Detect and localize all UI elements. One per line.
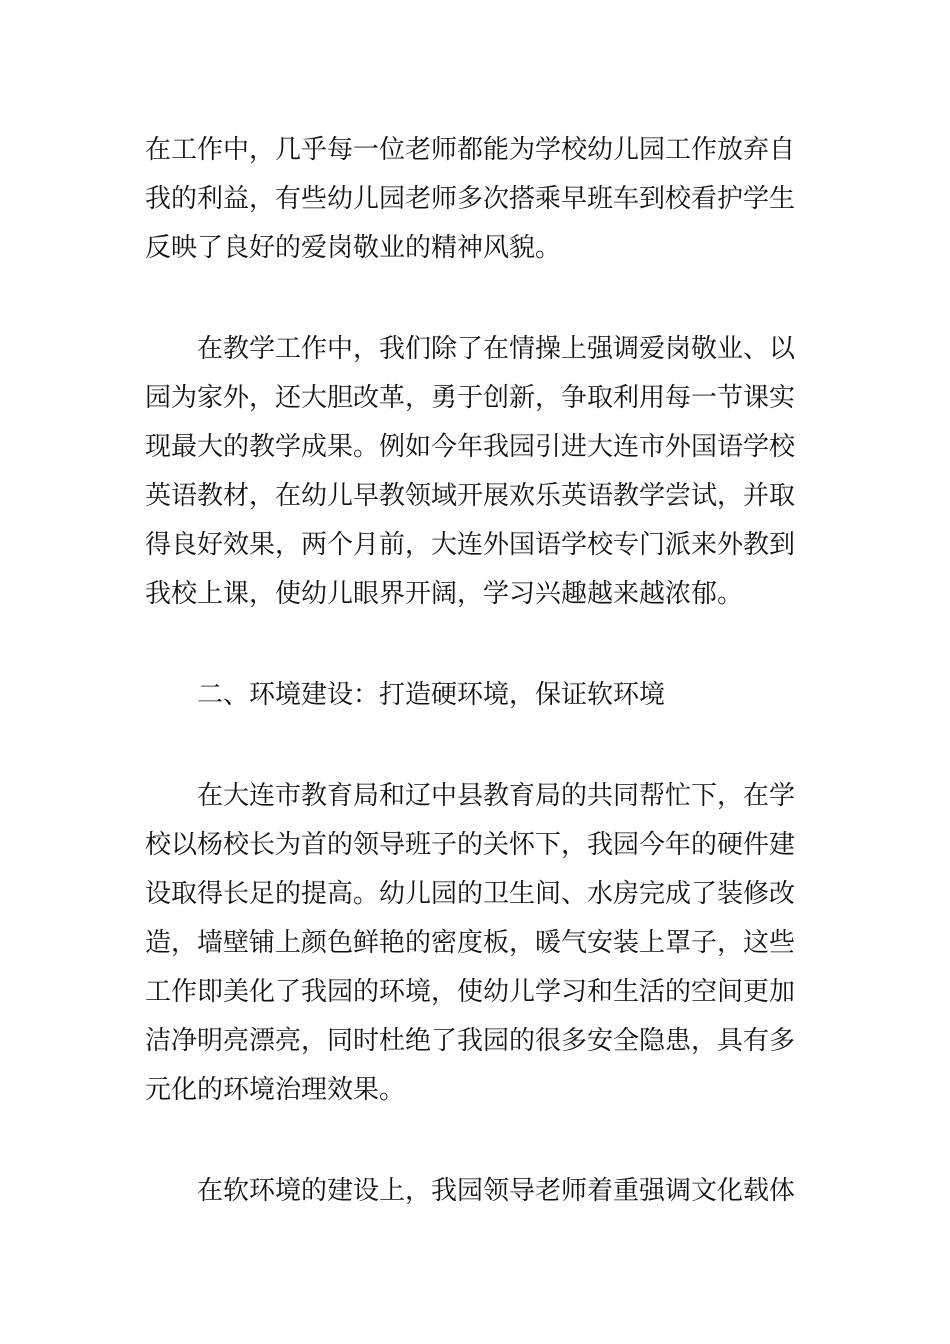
paragraph-1-line-3: 反映了良好的爱岗敬业的精神风貌。	[145, 233, 562, 263]
paragraph-2-line-6: 我校上课，使幼儿眼界开阔，学习兴趣越来越浓郁。	[145, 579, 744, 609]
paragraph-3-line-2: 校以杨校长为首的领导班子的关怀下，我园今年的硬件建	[145, 830, 796, 860]
paragraph-2-line-3: 现最大的教学成果。例如今年我园引进大连市外国语学校	[145, 432, 796, 462]
paragraph-2-line-4: 英语教材，在幼儿早教领域开展欢乐英语教学尝试，并取	[145, 481, 796, 511]
paragraph-3-line-1: 在大连市教育局和辽中县教育局的共同帮忙下，在学	[145, 781, 796, 811]
paragraph-1-line-2: 我的利益，有些幼儿园老师多次搭乘早班车到校看护学生	[145, 184, 796, 214]
paragraph-1-line-1: 在工作中，几乎每一位老师都能为学校幼儿园工作放弃自	[145, 135, 796, 165]
paragraph-3-line-5: 工作即美化了我园的环境，使幼儿学习和生活的空间更加	[145, 977, 796, 1007]
paragraph-3-line-3: 设取得长足的提高。幼儿园的卫生间、水房完成了装修改	[145, 879, 796, 909]
paragraph-2-line-5: 得良好效果，两个月前，大连外国语学校专门派来外教到	[145, 530, 796, 560]
paragraph-4-line-1: 在软环境的建设上，我园领导老师着重强调文化载体	[145, 1176, 796, 1206]
paragraph-3-line-4: 造，墙壁铺上颜色鲜艳的密度板，暖气安装上罩子，这些	[145, 928, 796, 958]
section-heading: 二、环境建设：打造硬环境，保证软环境	[145, 680, 666, 710]
paragraph-3-line-7: 元化的环境治理效果。	[145, 1075, 406, 1105]
paragraph-3-line-6: 洁净明亮漂亮，同时杜绝了我园的很多安全隐患，具有多	[145, 1026, 796, 1056]
paragraph-2-line-2: 园为家外，还大胆改革，勇于创新，争取利用每一节课实	[145, 383, 796, 413]
paragraph-2-line-1: 在教学工作中，我们除了在情操上强调爱岗敬业、以	[145, 334, 796, 364]
